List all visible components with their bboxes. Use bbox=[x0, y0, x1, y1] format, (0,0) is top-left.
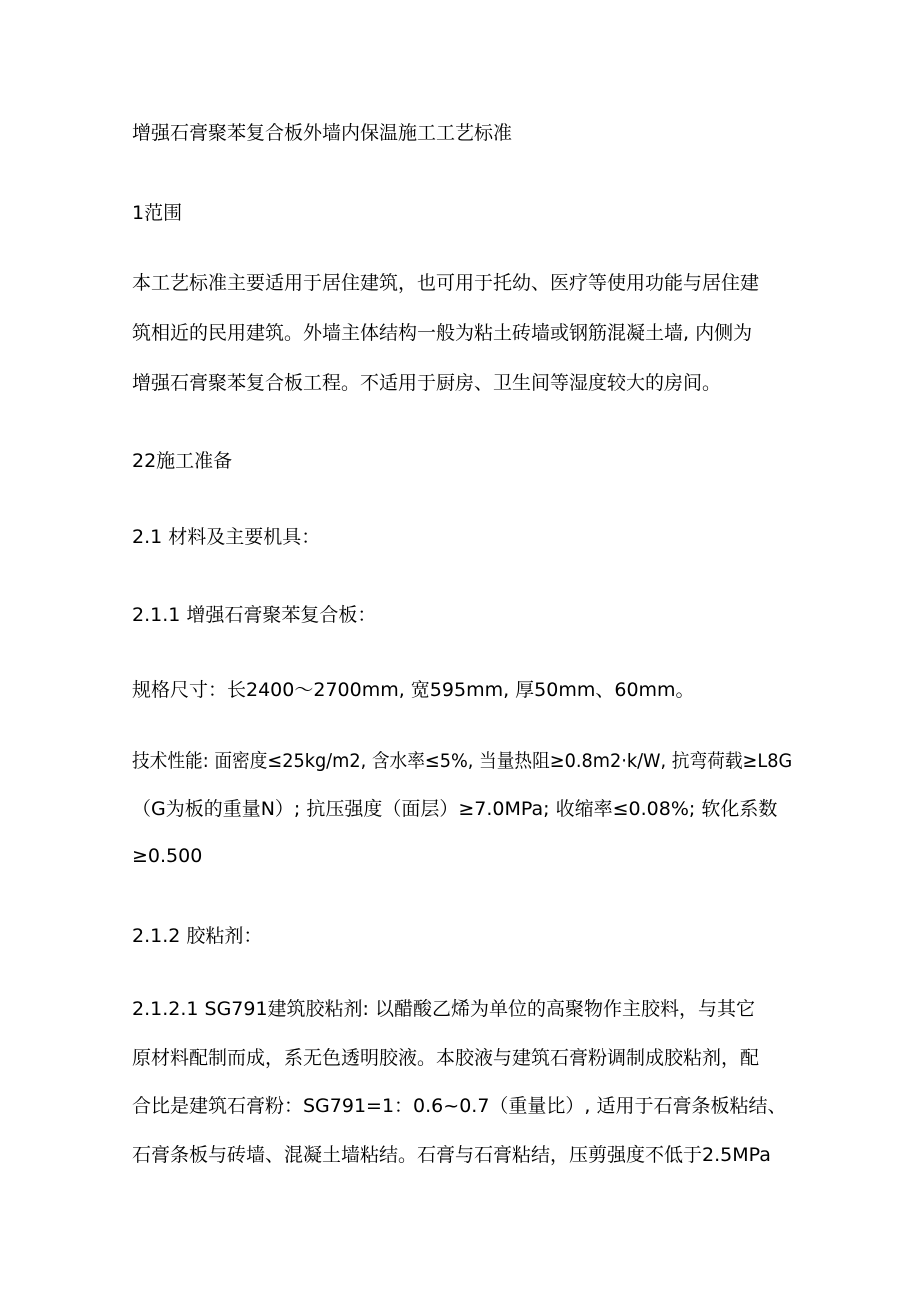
spec-size-line: 规格尺寸：长2400～2700mm, 宽595mm, 厚50mm、60mm。 bbox=[132, 679, 695, 701]
section-1-paragraph-line: 本工艺标准主要适用于居住建筑，也可用于托幼、医疗等使用功能与居住建 bbox=[132, 272, 760, 294]
section-2-heading: 22施工准备 bbox=[132, 450, 233, 472]
document-title: 增强石膏聚苯复合板外墙内保温施工工艺标准 bbox=[132, 122, 513, 144]
sg791-paragraph-line: 石膏条板与砖墙、混凝土墙粘结。石膏与石膏粘结，压剪强度不低于2.5MPa bbox=[132, 1144, 771, 1166]
subsection-2-1-heading: 2.1 材料及主要机具： bbox=[132, 526, 321, 548]
sg791-paragraph-line: 原材料配制而成，系无色透明胶液。本胶液与建筑石膏粉调制成胶粘剂，配 bbox=[132, 1047, 760, 1069]
tech-performance-line: 技术性能: 面密度≤25kg∕m2, 含水率≤5%, 当量热阻≥0.8m2·k∕W, 抗弯荷载≥L8G bbox=[132, 750, 793, 772]
section-1-heading: 1范围 bbox=[132, 202, 183, 224]
tech-performance-line: ≥0.500 bbox=[132, 845, 203, 867]
subsection-2-1-2-heading: 2.1.2 胶粘剂： bbox=[132, 925, 263, 947]
section-1-paragraph-line: 增强石膏聚苯复合板工程。不适用于厨房、卫生间等湿度较大的房间。 bbox=[132, 372, 722, 394]
section-1-paragraph-line: 筑相近的民用建筑。外墙主体结构一般为粘土砖墙或钢筋混凝土墙, 内侧为 bbox=[132, 322, 753, 344]
sg791-paragraph-line: 2.1.2.1 SG791建筑胶粘剂: 以醋酸乙烯为单位的高聚物作主胶料，与其它 bbox=[132, 998, 756, 1020]
sg791-paragraph-line: 合比是建筑石膏粉：SG791=1：0.6~0.7（重量比）, 适用于石膏条板粘结、 bbox=[132, 1095, 787, 1117]
tech-performance-line: （G为板的重量N）; 抗压强度（面层）≥7.0MPa; 收缩率≤0.08%; 软化系数 bbox=[132, 798, 778, 820]
subsection-2-1-1-heading: 2.1.1 增强石膏聚苯复合板： bbox=[132, 604, 377, 626]
